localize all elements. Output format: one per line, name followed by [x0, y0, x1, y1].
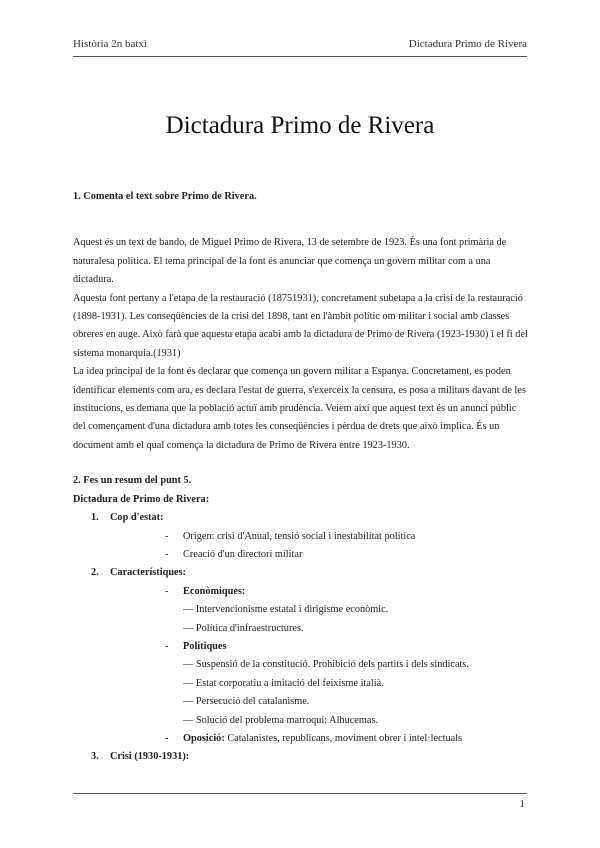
- document-body: [73, 188, 530, 767]
- summary-item-cop-estat: [73, 509, 530, 564]
- item-label: Característiques:: [110, 567, 187, 579]
- summary-list: [73, 509, 530, 767]
- header-left: Història 2n batxi: [73, 38, 147, 50]
- section2-subheading: Dictadura de Primo de Rivera:: [73, 493, 210, 505]
- document-title: Dictadura Primo de Rivera: [165, 112, 435, 139]
- detail-item: — Estat corporatiu a imitació del feixisme italià.: [183, 677, 384, 689]
- detail-item: — Suspensió de la constitució. Prohibició dels partits i dels sindicats.: [183, 659, 469, 671]
- section1-heading: 1. Comenta el text sobre Primo de Rivera.: [73, 191, 257, 202]
- detail-item: — Política d'infraestructures.: [183, 622, 304, 634]
- sub-item-origen: - Origen: crisi d'Anual, tensió social i inestabilitat política: [165, 530, 416, 542]
- item-number: 1.: [91, 512, 99, 524]
- section1-paragraph-2: Aquesta font pertany a l'etapa de la restauració (18751931), concretament subetapa a la crisi de la restauració (1898-1931). Les conseqüències de la crisi del 1898, tant en l'àmbit polític om militar i social amb classes obreres en auge. Això farà que aquesta etapa acabi amb la dictadura de Primo de Rivera (1923-1930) i el fi del sistema monarquia.(1931): [73, 292, 528, 359]
- detail-list: [183, 656, 530, 730]
- section1-paragraph-3: La idea principal de la font és declarar que comença un govern militar a Espanya. Concretament, es poden identificar elements com ara, es declara l'estat de guerra, s'exerceix la censura, es posa a militars davant de les institucions, es demana que la població actuï amb prudència. Veiem així que aquest text és un anunci públic del començament d'una dictadura amb totes les conseqüències i pèrdua de drets que això implica. És un document amb el qual comença la dictadura de Primo de Rivera entre 1923-1930.: [73, 366, 526, 451]
- detail-item: — Intervencionisme estatal i dirigisme econòmic.: [183, 604, 389, 616]
- summary-item-caracteristiques: [73, 564, 530, 748]
- section2-heading: 2. Fes un resum del punt 5.: [73, 475, 192, 487]
- sub-item-creacio: - Creació d'un directori militar: [165, 548, 303, 560]
- item-number: 3.: [91, 751, 99, 763]
- page-number: 1: [519, 798, 525, 810]
- item-label: Cop d'estat:: [110, 512, 164, 524]
- detail-item: — Solució del problema marroquí: Alhucemas.: [183, 714, 379, 726]
- summary-item-crisi: [73, 748, 530, 766]
- footer-rule: [73, 793, 527, 794]
- sub-item-politiques: - Polítiques — Suspensió de la constitució. Prohibició dels partits i dels sindicats. — Estat corporatiu a imitació del feixisme italià. — Persecució del catalanisme. — Solució del problema marroquí: Alhucemas.: [110, 638, 530, 730]
- item-label: Crisi: [110, 751, 132, 763]
- header-rule: [73, 56, 527, 57]
- sub-item-economiques: - Econòmiques: — Intervencionisme estatal i dirigisme econòmic. — Política d'infraestructures.: [110, 583, 530, 638]
- detail-list: [183, 601, 530, 638]
- section1-paragraph-1: Aquest és un text de bando, de Miguel Primo de Rivera, 13 de setembre de 1923. És una font primària de naturalesa política. El tema principal de la font és anunciar que comença un govern militar com a una dictadura.: [73, 237, 507, 286]
- sub-item-oposicio: - Oposició: Catalanistes, republicans, moviment obrer i intel·lectuals: [165, 732, 463, 744]
- sub-list: [110, 528, 530, 565]
- item-number: 2.: [91, 567, 99, 579]
- sub-list: [110, 583, 530, 749]
- item-label-dates: (1930-1931):: [131, 751, 190, 763]
- header-right: Dictadura Primo de Rivera: [408, 38, 527, 50]
- detail-item: — Persecució del catalanisme.: [183, 696, 310, 708]
